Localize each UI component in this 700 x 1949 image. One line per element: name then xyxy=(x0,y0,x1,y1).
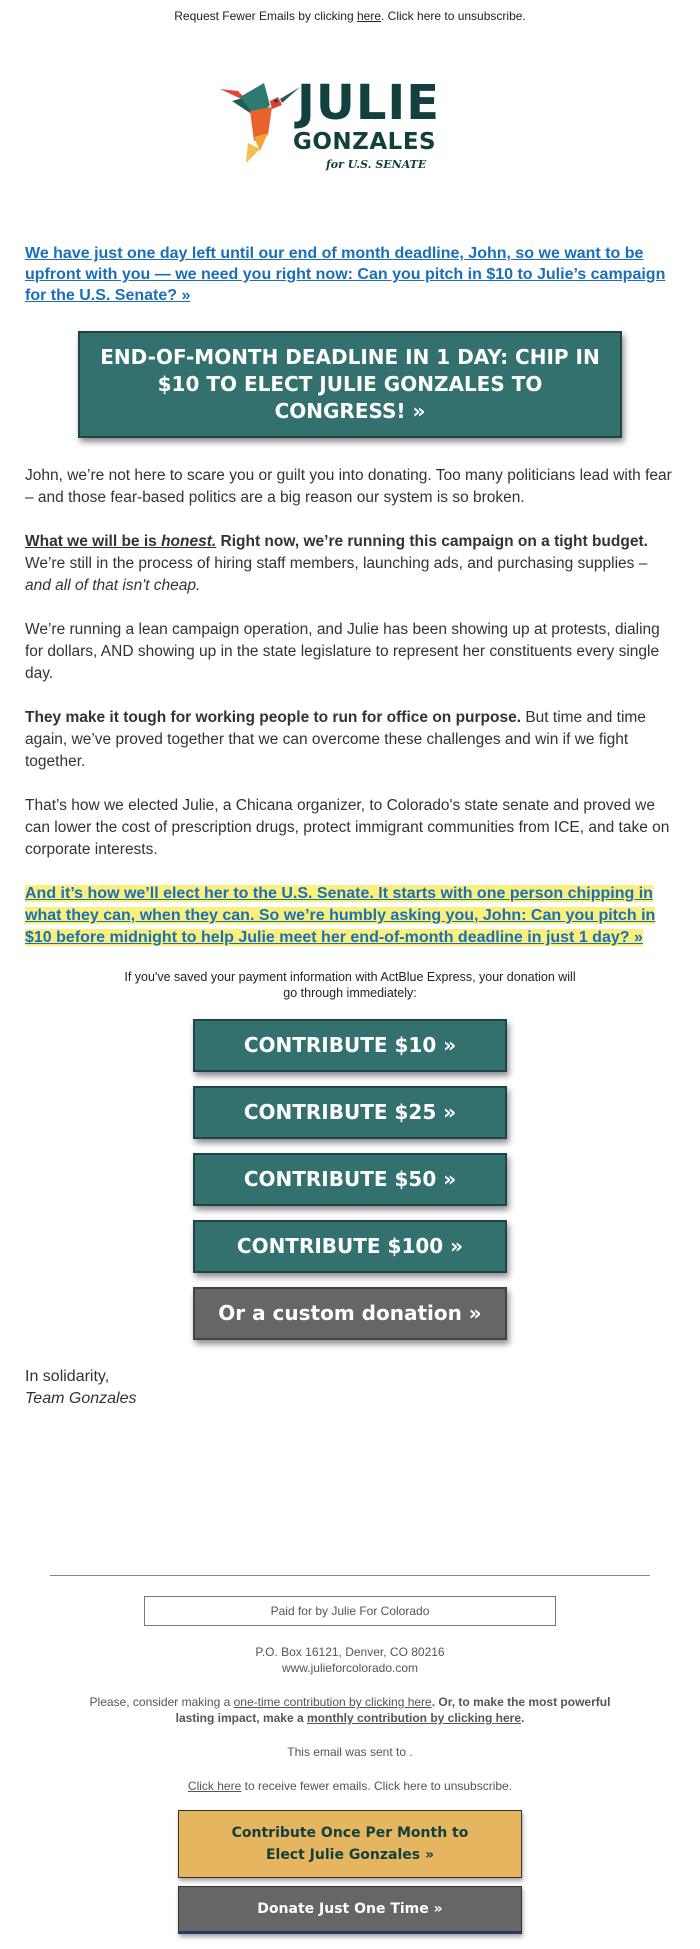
paragraph-tough xyxy=(25,707,675,773)
contribute-50-button[interactable]: CONTRIBUTE $50 » xyxy=(193,1153,507,1206)
consider-mid: . Or, to make the most powerful lasting impact, make a xyxy=(175,1695,611,1725)
email-body xyxy=(0,243,700,1410)
tight-budget-text: Right now, we’re running this campaign on a tight budget. xyxy=(216,533,648,550)
consider-contribution-text xyxy=(70,1694,630,1726)
footer xyxy=(0,1596,700,1934)
highlighted-donate-link[interactable] xyxy=(25,883,675,949)
website-text: www.julieforcolorado.com xyxy=(281,1661,419,1675)
lead-donate-link[interactable]: We have just one day left until our end of month deadline, John, so we want to be upfront with you — we need you right now: Can you pitch in $10 to Julie’s campaign for the U.S. Senate? » xyxy=(25,245,666,304)
logo-name-gonzales: GONZALES xyxy=(293,129,437,155)
campaign-logo xyxy=(0,71,700,181)
fewer-emails-text xyxy=(0,1778,700,1794)
hiring-text: We’re still in the process of hiring staff members, launching ads, and purchasing supplies – xyxy=(25,555,648,572)
sent-to-text: This email was sent to . xyxy=(287,1745,413,1759)
logo-name-julie: JULIE xyxy=(297,75,441,131)
spacer xyxy=(0,1410,700,1575)
honest-word: honest. xyxy=(161,533,217,550)
honest-lead: What we will be is xyxy=(25,533,162,550)
mailing-address: P.O. Box 16121, Denver, CO 80216 xyxy=(255,1645,445,1659)
express-note-text: If you've saved your payment information with ActBlue Express, your donation will go through immediately: xyxy=(124,970,576,1000)
fewer-emails-suffix: to receive fewer emails. Click here to unsubscribe. xyxy=(241,1779,513,1793)
highlighted-link-text: And it’s how we’ll elect her to the U.S. Senate. It starts with one person chipping in what they can, when they can. So we’re humbly asking you, John: Can you pitch in $10 before midnight to help Julie meet her end-of-month deadline in just 1 day? » xyxy=(25,885,656,946)
paid-for-by-box: Paid for by Julie For Colorado xyxy=(144,1596,556,1626)
button-gap xyxy=(0,1878,700,1886)
contribute-100-button[interactable]: CONTRIBUTE $100 » xyxy=(193,1220,507,1273)
contribute-25-button[interactable]: CONTRIBUTE $25 » xyxy=(193,1086,507,1139)
not-cheap-text: and all of that isn't cheap. xyxy=(25,577,201,594)
one-time-donation-button[interactable]: Donate Just One Time » xyxy=(178,1886,522,1934)
deadline-cta-button[interactable]: END-OF-MONTH DEADLINE IN 1 DAY: CHIP IN $10 TO ELECT JULIE GONZALES TO CONGRESS! » xyxy=(78,331,622,438)
one-time-contribution-link[interactable]: one-time contribution by clicking here xyxy=(233,1695,432,1709)
paragraph-lean-campaign: We’re running a lean campaign operation, and Julie has been showing up at protests, dialing for dollars, AND showing up in the state legislature to represent her constituents every single day. xyxy=(25,621,660,682)
donation-button-list xyxy=(25,1019,675,1340)
consider-prefix: Please, consider making a xyxy=(89,1695,234,1709)
signoff-line: In solidarity, xyxy=(25,1368,110,1385)
paragraph-intro: John, we’re not here to scare you or guilt you into donating. Too many politicians lead with fear – and those fear-based politics are a big reason our system is so broken. xyxy=(25,467,672,506)
footer-divider xyxy=(50,1575,650,1576)
consider-end: . xyxy=(521,1711,525,1725)
tough-bold-text: They make it tough for working people to run for office on purpose. xyxy=(25,709,522,726)
top-notice-prefix: Request Fewer Emails by clicking xyxy=(174,9,357,23)
top-notice-bar xyxy=(0,0,700,31)
hummingbird-icon xyxy=(220,71,300,166)
monthly-contribution-link[interactable]: monthly contribution by clicking here xyxy=(307,1711,522,1725)
footer-buttons xyxy=(0,1810,700,1934)
monthly-button-label: Contribute Once Per Month to Elect Julie Gonzales » xyxy=(231,1825,469,1863)
footer-click-here-link[interactable]: Click here xyxy=(187,1779,242,1793)
actblue-express-note xyxy=(25,969,675,1001)
paragraph-honest xyxy=(25,531,675,597)
top-notice-suffix: . Click here to unsubscribe. xyxy=(381,9,526,23)
signoff-team: Team Gonzales xyxy=(25,1390,137,1407)
primary-cta-wrapper xyxy=(25,331,675,438)
tough-rest-text: But time and time again, we’ve proved together that we can overcome these challenges and win if we fight together. xyxy=(25,709,646,770)
fewer-emails-link[interactable]: here xyxy=(356,9,382,23)
logo-tagline: for U.S. SENATE xyxy=(326,158,427,171)
signoff xyxy=(25,1366,675,1410)
monthly-contribution-button[interactable] xyxy=(178,1810,522,1878)
custom-donation-button[interactable]: Or a custom donation » xyxy=(193,1287,507,1340)
paragraph-record: That’s how we elected Julie, a Chicana organizer, to Colorado's state senate and proved we can lower the cost of prescription drugs, protect immigrant communities from ICE, and take on corporate interests. xyxy=(25,797,670,858)
contribute-10-button[interactable]: CONTRIBUTE $10 » xyxy=(193,1019,507,1072)
